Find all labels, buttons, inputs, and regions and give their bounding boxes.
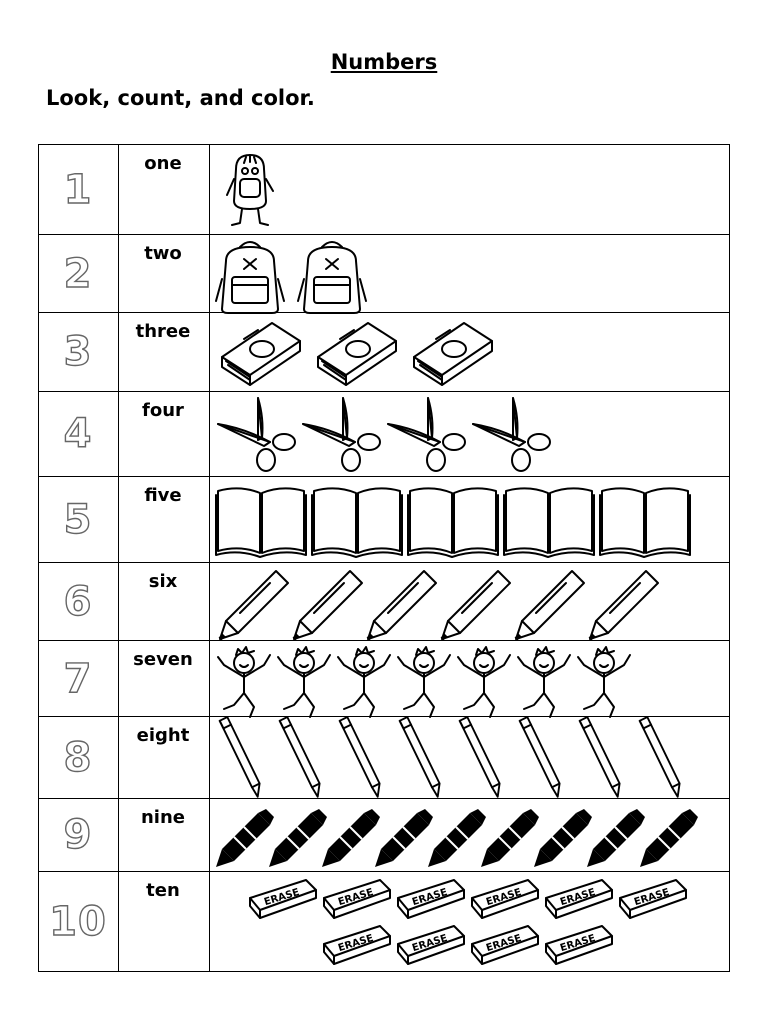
table-row [38, 563, 730, 641]
eraser-label: ERASE [262, 886, 301, 909]
eraser-label: ERASE [336, 886, 375, 909]
eraser-label: ERASE [484, 886, 523, 909]
pen-icon [510, 565, 590, 645]
eraser-icon [320, 922, 392, 968]
crayon-icon [638, 807, 698, 871]
numeral-text: 9 [63, 812, 93, 858]
notebook-icon [502, 483, 596, 559]
notebook-icon [214, 483, 308, 559]
outlined-numeral [38, 477, 118, 562]
eraser-label: ERASE [484, 932, 523, 955]
eraser-label: ERASE [410, 886, 449, 909]
outlined-numeral [38, 641, 118, 716]
pen-icon [362, 565, 442, 645]
instruction-text: Look, count, and color. [46, 86, 315, 110]
numeral-text: 3 [63, 329, 93, 375]
crayon-icon [267, 807, 327, 871]
eraser-label: ERASE [632, 886, 671, 909]
notebook-icon [310, 483, 404, 559]
pencil-icon [334, 717, 387, 799]
eraser-icon [246, 876, 318, 922]
numeral-text: 1 [63, 166, 93, 213]
pencil-icon [214, 717, 267, 799]
eraser-icon [394, 922, 466, 968]
backpack-icon [214, 239, 286, 317]
eraser-label: ERASE [558, 932, 597, 955]
picture-group [210, 872, 730, 971]
numeral-text: 10 [49, 898, 107, 945]
eraser-label: ERASE [558, 886, 597, 909]
jumping-kid-icon [394, 643, 456, 719]
eraser-icon [468, 876, 540, 922]
eraser-icon [394, 876, 466, 922]
number-word: six [148, 571, 178, 592]
crayon-icon [479, 807, 539, 871]
picture-group [210, 799, 730, 871]
number-word: four [142, 400, 184, 421]
book-icon [310, 317, 402, 387]
outlined-numeral [38, 145, 118, 234]
jumping-kid-icon [274, 643, 336, 719]
table-row [38, 392, 730, 477]
outlined-numeral [38, 872, 118, 971]
table-row [38, 144, 730, 235]
table-row [38, 235, 730, 313]
pen-icon [214, 565, 294, 645]
scissors-icon [299, 394, 383, 474]
page-title: Numbers [330, 50, 438, 74]
number-word: seven [133, 649, 193, 670]
backpack-character-icon [224, 149, 276, 229]
outlined-numeral [38, 563, 118, 640]
numeral-text: 7 [63, 655, 93, 702]
pencil-icon [394, 717, 447, 799]
eraser-icon [616, 876, 688, 922]
picture-group [210, 717, 730, 798]
picture-group [210, 392, 730, 476]
number-word: nine [140, 807, 185, 828]
book-icon [214, 317, 306, 387]
crayon-icon [214, 807, 274, 871]
picture-group [210, 235, 730, 312]
notebook-icon [598, 483, 692, 559]
numeral-text: 2 [63, 250, 93, 297]
pen-icon [436, 565, 516, 645]
scissors-icon [469, 394, 553, 474]
eraser-icon [468, 922, 540, 968]
table-row [38, 717, 730, 799]
jumping-kid-icon [514, 643, 576, 719]
outlined-numeral [38, 313, 118, 391]
table-row [38, 313, 730, 392]
outlined-numeral [38, 717, 118, 798]
jumping-kid-icon [334, 643, 396, 719]
eraser-label: ERASE [336, 932, 375, 955]
pencil-icon [274, 717, 327, 799]
book-icon [406, 317, 498, 387]
numeral-text: 4 [63, 411, 93, 457]
picture-group [210, 477, 730, 562]
pen-icon [288, 565, 368, 645]
picture-group [210, 563, 730, 640]
numeral-text: 6 [63, 578, 93, 625]
eraser-icon [542, 876, 614, 922]
outlined-numeral [38, 392, 118, 476]
number-word: one [144, 153, 182, 174]
outlined-numeral [38, 235, 118, 312]
pencil-icon [454, 717, 507, 799]
crayon-icon [585, 807, 645, 871]
counting-table [38, 144, 730, 972]
crayon-icon [373, 807, 433, 871]
jumping-kid-icon [574, 643, 636, 719]
scissors-icon [214, 394, 298, 474]
eraser-icon [542, 922, 614, 968]
crayon-icon [426, 807, 486, 871]
jumping-kid-icon [214, 643, 276, 719]
table-row [38, 641, 730, 717]
backpack-icon [296, 239, 368, 317]
picture-group [210, 313, 730, 391]
notebook-icon [406, 483, 500, 559]
pencil-icon [574, 717, 627, 799]
outlined-numeral [38, 799, 118, 871]
number-word: ten [146, 880, 180, 901]
pen-icon [584, 565, 664, 645]
jumping-kid-icon [454, 643, 516, 719]
table-row [38, 872, 730, 972]
eraser-label: ERASE [410, 932, 449, 955]
number-word: five [144, 485, 182, 506]
number-word: eight [136, 725, 190, 746]
numeral-text: 5 [63, 496, 93, 543]
crayon-icon [532, 807, 592, 871]
picture-group [210, 145, 730, 234]
eraser-icon [320, 876, 392, 922]
picture-group [210, 641, 730, 716]
number-word: three [135, 321, 191, 342]
crayon-icon [320, 807, 380, 871]
table-row [38, 477, 730, 563]
number-word: two [144, 243, 182, 264]
scissors-icon [384, 394, 468, 474]
pencil-icon [634, 717, 687, 799]
table-row [38, 799, 730, 872]
numeral-text: 8 [63, 734, 93, 781]
pencil-icon [514, 717, 567, 799]
